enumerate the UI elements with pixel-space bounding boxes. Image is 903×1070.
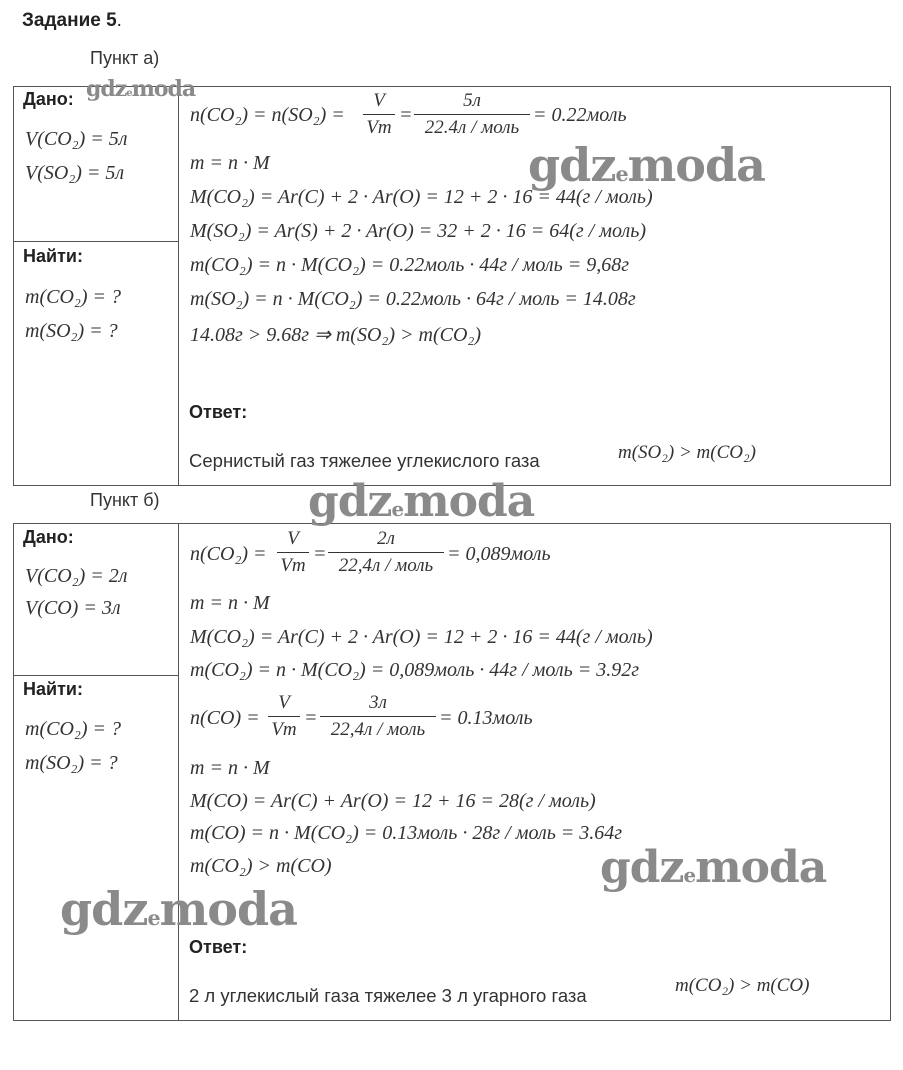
part-b-sol-line3: M(CO₂) = Ar(C) + 2 · Ar(O) = 12 + 2 · 16 = 44(г / моль) [190, 626, 653, 648]
part-a-given-2: V(SO₂) = 5л [25, 162, 125, 184]
part-b-given-find-separator [13, 675, 179, 676]
watermark-middle: gdzemoda [308, 476, 535, 527]
part-b-sol-line9: m(CO₂) > m(CO) [190, 855, 332, 877]
part-a-find-1: m(CO₂) = ? [25, 286, 121, 308]
part-a-given-label: Дано: [23, 89, 74, 109]
part-a-sol-eq: = [399, 104, 413, 126]
part-a-answer-formula: m(SO₂) > m(CO₂) [618, 442, 756, 463]
part-a-label: Пункт а) [90, 48, 160, 68]
part-a-answer-label: Ответ: [189, 402, 248, 422]
part-b-sol-line5-left: n(CO) = [190, 707, 260, 729]
part-b-sol-line6: m = n · M [190, 757, 270, 779]
part-b-sol-line7: M(CO) = Ar(C) + Ar(O) = 12 + 16 = 28(г / моль) [190, 790, 596, 812]
part-b-sol-frac1: $\frac{V}{Vm}$ [277, 528, 309, 577]
part-a-sol-line7: 14.08г > 9.68г ⇒ m(SO₂) > m(CO₂) [190, 324, 482, 346]
part-b-sol-frac4: 3л 22,4л / моль [320, 692, 436, 741]
part-a-answer-text: Сернистый газ тяжелее углекислого газа [189, 450, 540, 471]
task-title: Задание 5. [22, 10, 122, 31]
part-b-sol-frac3: $\frac{V}{Vm}$ [268, 692, 300, 741]
part-b-sol-line4: m(CO₂) = n · M(CO₂) = 0,089моль · 44г / моль = 3.92г [190, 659, 640, 681]
watermark-bottom-right: gdzemoda [600, 842, 827, 893]
part-b-divider [178, 523, 179, 1021]
part-b-sol-line1-left: n(CO₂) = [190, 543, 267, 565]
part-a-find-label: Найти: [23, 246, 83, 266]
part-b-answer-label: Ответ: [189, 937, 248, 957]
part-a-sol-line1-right: = 0.22моль [533, 104, 627, 126]
part-b-given-2: V(CO) = 3л [25, 597, 121, 619]
part-b-answer-formula: m(CO₂) > m(CO) [675, 975, 810, 996]
part-a-find-2: m(SO₂) = ? [25, 320, 118, 342]
part-a-sol-line5: m(CO₂) = n · M(CO₂) = 0.22моль · 44г / моль = 9,68г [190, 254, 630, 276]
part-a-sol-line6: m(SO₂) = n · M(CO₂) = 0.22моль · 64г / моль = 14.08г [190, 288, 636, 310]
watermark-top-right: gdzemoda [528, 138, 765, 192]
part-b-sol-eq2: = [304, 707, 318, 729]
part-a-sol-line2: m = n · M [190, 152, 270, 174]
part-b-find-2: m(SO₂) = ? [25, 752, 118, 774]
part-a-sol-line1-left: n(CO₂) = n(SO₂) = [190, 104, 345, 126]
part-b-given-1: V(CO₂) = 2л [25, 565, 128, 587]
part-b-sol-line8: m(CO) = n · M(CO₂) = 0.13моль · 28г / моль = 3.64г [190, 822, 623, 844]
part-b-find-label: Найти: [23, 679, 83, 699]
part-b-sol-eq1: = [313, 543, 327, 565]
part-a-sol-line4: M(SO₂) = Ar(S) + 2 · Ar(O) = 32 + 2 · 16 = 64(г / моль) [190, 220, 646, 242]
part-b-sol-line2: m = n · M [190, 592, 270, 614]
part-b-find-1: m(CO₂) = ? [25, 718, 121, 740]
part-a-sol-frac2: 5л 22.4л / моль [414, 90, 530, 139]
part-b-given-label: Дано: [23, 527, 74, 547]
part-b-sol-line5-right: = 0.13моль [439, 707, 533, 729]
part-a-divider [178, 86, 179, 486]
part-a-sol-line3: M(CO₂) = Ar(C) + 2 · Ar(O) = 12 + 2 · 16 = 44(г / моль) [190, 186, 653, 208]
part-a-given-1: V(CO₂) = 5л [25, 128, 128, 150]
watermark-small: gdzemoda [86, 76, 196, 102]
part-b-sol-frac2: 2л 22,4л / моль [328, 528, 444, 577]
part-b-table [13, 523, 891, 1021]
part-b-answer-text: 2 л углекислый газа тяжелее 3 л угарного газа [189, 985, 587, 1006]
part-b-sol-line1-right: = 0,089моль [447, 543, 551, 565]
part-a-sol-frac1: $\frac{V}{Vm}$ [363, 90, 395, 139]
part-a-given-find-separator [13, 241, 179, 242]
part-b-label: Пункт б) [90, 490, 160, 510]
watermark-bottom-left: gdzemoda [60, 882, 297, 936]
